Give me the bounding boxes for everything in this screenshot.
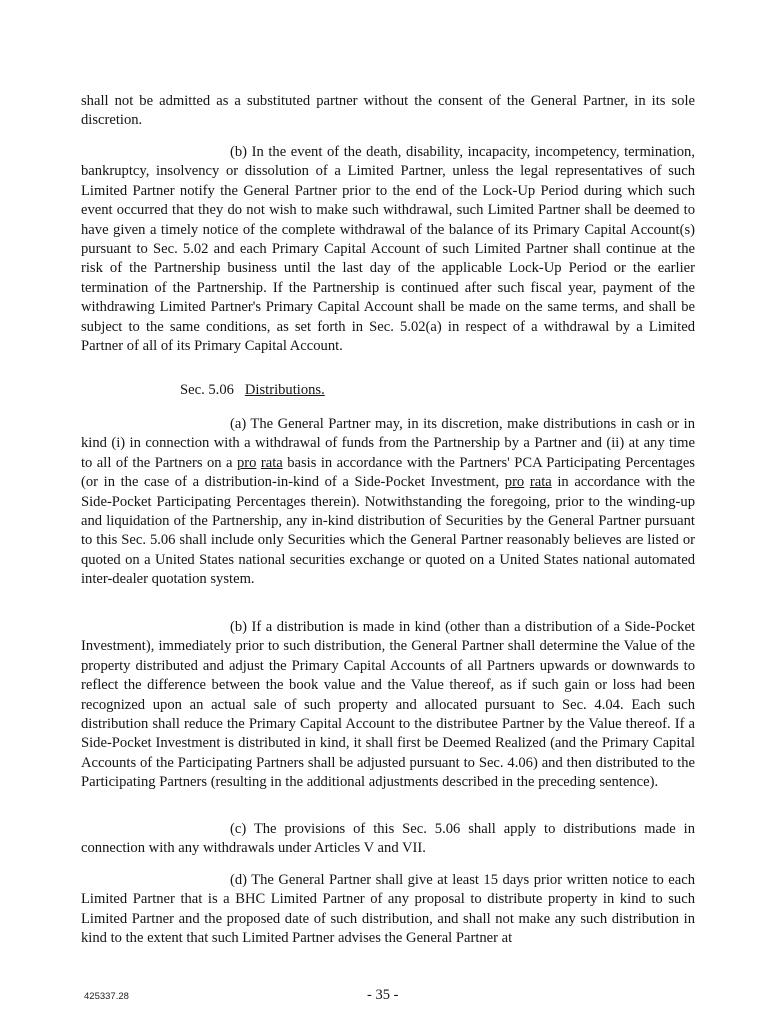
pro-term: pro [236, 454, 257, 471]
section-heading [180, 381, 325, 400]
footer-document-id: 425337.28 [84, 991, 129, 1002]
footer-page-number: - 35 - [367, 987, 399, 1003]
rata-term-2: rata [529, 474, 552, 491]
paragraph-a-part2: basis in accordance with the Partners' PCA Participating Percentages (or in the case of a distribution-in-kind of a Side-Pocket Investment, [81, 454, 695, 491]
paragraph-a-part3: in accordance with the Side-Pocket Participating Percentages therein). Notwithstanding the foregoing, prior to the winding-up and liquidation of the Partnership, any in-kind distribution of Securities by the General Partner pursuant to this Sec. 5.06 shall include only Securities which the General Partner reasonably believes are listed or quoted on a United States national securities exchange or quoted on a United States national automated inter-dealer quotation system. [81, 474, 695, 588]
paragraph-d-notice: (d) The General Partner shall give at least 15 days prior written notice to each Limited Partner that is a BHC Limited Partner of any proposal to distribute property in kind to such Limited Partner and the proposed date of such distribution, and shall not make any such distribution in kind to the extent that such Limited Partner advises the General Partner at [81, 872, 695, 947]
paragraph-b-in-kind: (b) If a distribution is made in kind (other than a distribution of a Side-Pocket Investment), immediately prior to such distribution, the General Partner shall determine the Value of the property distributed and adjust the Primary Capital Accounts of all Partners upwards or downwards to reflect the difference between the book value and the Value thereof, as if such gain or loss had been recognized upon an actual sale of such property and allocated pursuant to Sec. 4.04. Each such distribution shall reduce the Primary Capital Account to the distributee Partner by the Value thereof. If a Side-Pocket Investment is distributed in kind, it shall first be Deemed Realized (and the Primary Capital Accounts of the Participating Partners shall be adjusted pursuant to Sec. 4.06) and then distributed to the Participating Partners (resulting in the additional adjustments described in the preceding sentence). [81, 619, 695, 791]
paragraph-a-part1: (a) The General Partner may, in its discretion, make distributions in cash or in kind (i) in connection with a withdrawal of funds from the Partnership by a Partner and (ii) at any time to all of the Partners on a [81, 416, 695, 471]
paragraph-a-distributions [81, 415, 695, 590]
paragraph-continuation: shall not be admitted as a substituted partner without the consent of the General Partner, in its sole discretion. [81, 93, 695, 129]
section-number: Sec. 5.06 [180, 382, 234, 398]
paragraph-c-provisions: (c) The provisions of this Sec. 5.06 shall apply to distributions made in connection with any withdrawals under Articles V and VII. [81, 821, 695, 857]
pro-term-2: pro [504, 474, 525, 491]
section-title: Distributions. [244, 382, 325, 398]
paragraph-b-death-disability: (b) In the event of the death, disability, incapacity, incompetency, termination, bankruptcy, insolvency or dissolution of a Limited Partner, unless the legal representatives of such Limited Partner notify the General Partner prior to the end of the Lock-Up Period during which such event occurred that they do not wish to make such withdrawal, such Limited Partner shall be deemed to have given a timely notice of the complete withdrawal of the balance of its Primary Capital Account(s) pursuant to Sec. 5.02 and each Primary Capital Account of such Limited Partner shall continue at the risk of the Partnership business until the last day of the applicable Lock-Up Period or the earlier termination of the Partnership. If the Partnership is continued after such fiscal year, payment of the withdrawing Limited Partner's Primary Capital Account shall be made on the same terms, and shall be subject to the same conditions, as set forth in Sec. 5.02(a) in respect of a withdrawal by a Limited Partner of all of its Primary Capital Account. [81, 144, 695, 355]
rata-term: rata [260, 454, 283, 471]
